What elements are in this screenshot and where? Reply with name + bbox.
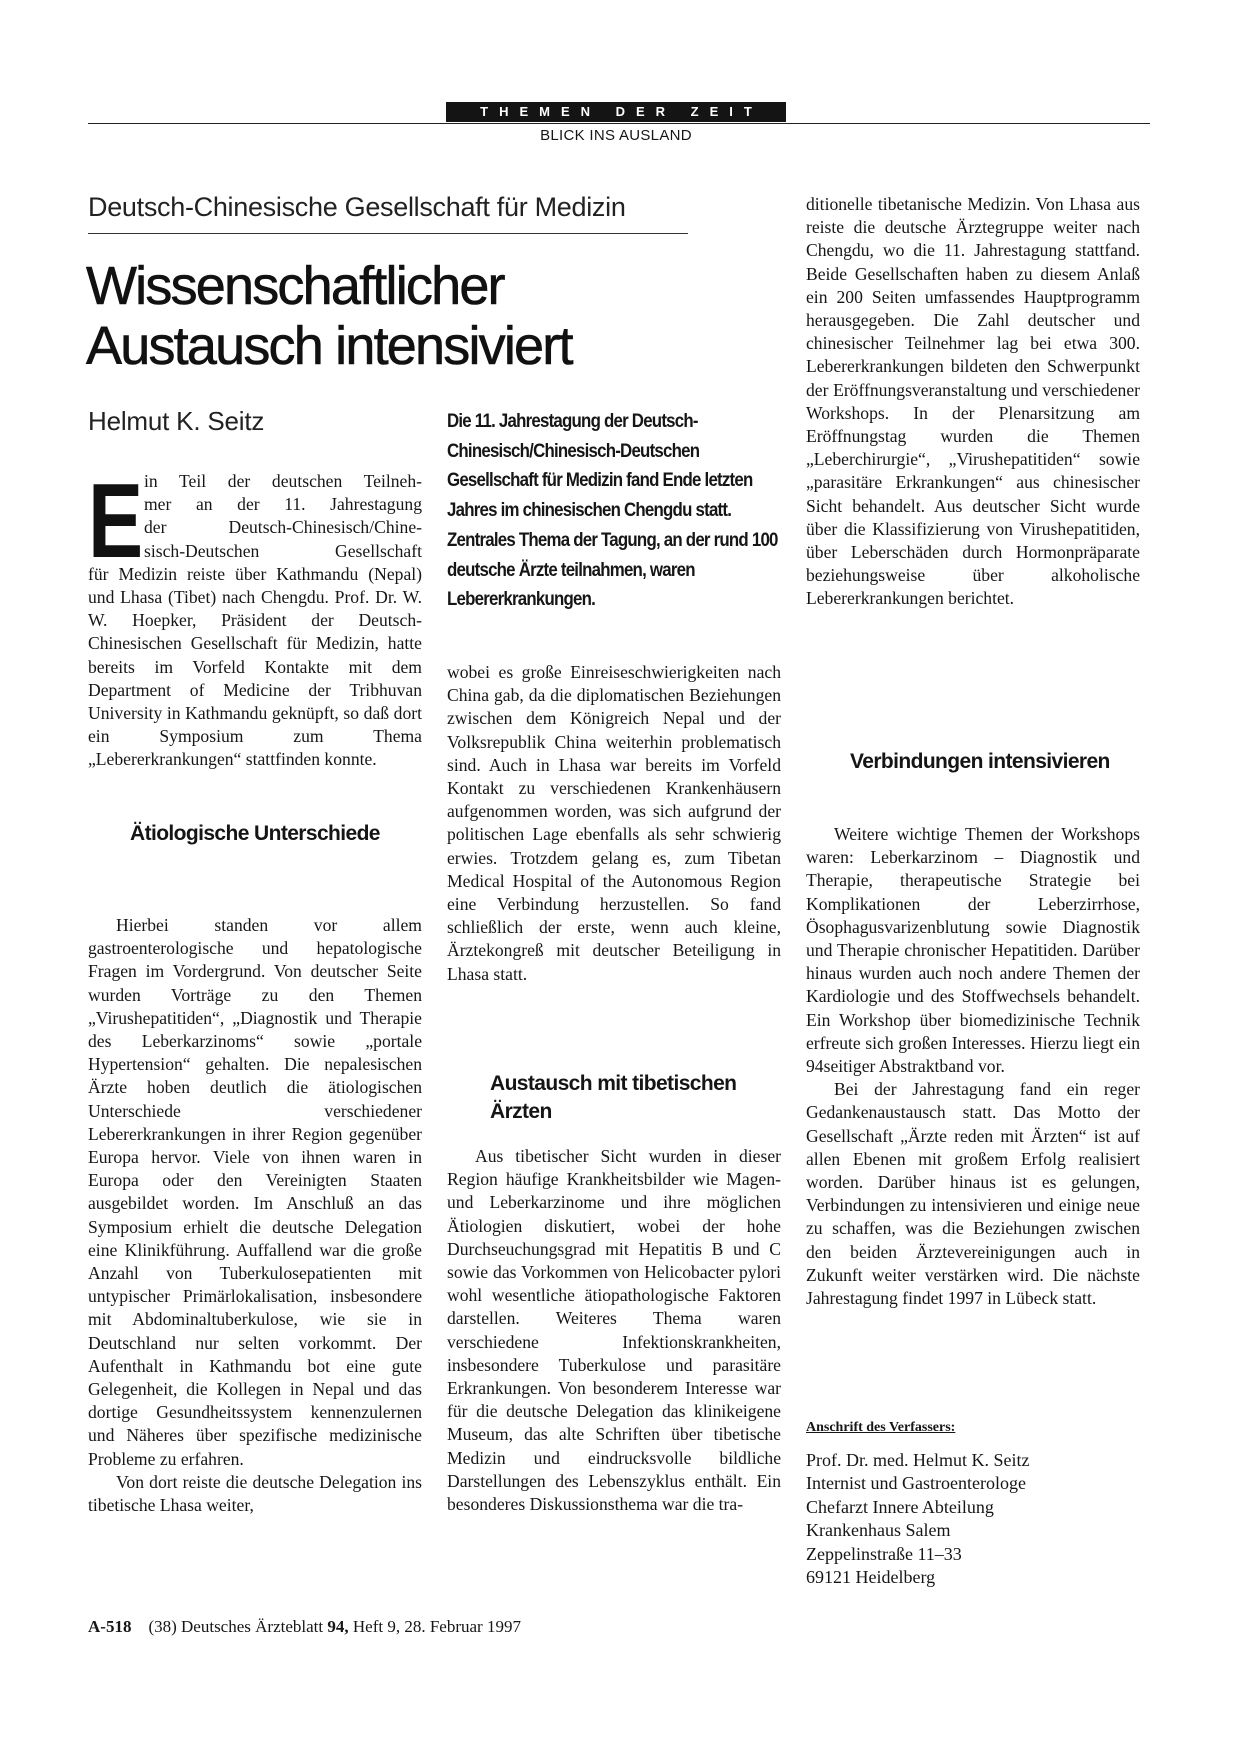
address-line: Internist und Gastroenterologe <box>806 1473 1026 1494</box>
address-label: Anschrift des Verfassers: <box>806 1420 956 1435</box>
intro-line: sisch-Deutschen Gesellschaft <box>144 540 422 561</box>
section-label: THEMEN DER ZEIT <box>446 102 786 122</box>
address-line: Krankenhaus Salem <box>806 1520 951 1541</box>
intro-paragraph <box>88 462 422 772</box>
subsection-label: BLICK INS AUSLAND <box>540 127 692 144</box>
article-kicker: Deutsch-Chinesische Gesellschaft für Medizin <box>88 192 626 222</box>
paragraph: Von dort reiste die deutsche Delegation ins tibetische Lhasa weiter, <box>88 1471 422 1516</box>
paragraph: Hierbei standen vor allem gastroenterologische und hepatologische Fragen im Vordergrund. Von deutscher Seite wurden Vorträge zu den Themen „Virushepatitiden“, „Diagnostik und Therapie des Leberkarzinoms“ sowie „portale Hypertension“ gehalten. Die nepalesischen Ärzte hoben deutlich die ätiologischen Unterschiede verschiedener Lebererkrankungen in ihrer Region gegenüber Europa hervor. Viele von ihnen waren in Europa oder den Vereinigten Staaten ausgebildet worden. Im Anschluß an das Symposium erhielt die deutsche Delegation eine Klinikführung. Auffallend war die große Anzahl von Tuberkulosepatienten mit untypischer Primärlokalisation, insbesondere mit Abdominaltuberkulose, wie sie in Deutschland nur selten vorkommt. Der Aufenthalt in Kathmandu bot eine gute Gelegenheit, die Kollegen in Nepal und das dortige Gesundheitssystem kennenzulernen und Näheres über spezifische medizinische Probleme zu erfahren. <box>88 915 422 1469</box>
drop-cap: E <box>88 462 144 580</box>
body-column-3a <box>806 193 1140 611</box>
subhead-aetiologische-unterschiede: Ätiologische Unterschiede <box>130 822 380 845</box>
address-line: Zeppelinstraße 11–33 <box>806 1543 962 1564</box>
article-teaser: Die 11. Jahrestagung der Deutsch-Chinesisch/Chinesisch-Deutschen Gesellschaft für Medizin fand Ende letzten Jahres im chinesischen Chengdu statt. Zentrales Thema der Tagung, an der rund 100 deutsche Ärzte teilnahmen, waren Lebererkrankungen. <box>447 410 778 611</box>
subhead-austausch: Austausch mit tibetischen Ärzten <box>490 1072 737 1123</box>
address-line: Chefarzt Innere Abteilung <box>806 1496 994 1517</box>
page-number: A-518 <box>88 1617 132 1636</box>
paragraph: Bei der Jahrestagung fand ein reger Gedankenaustausch statt. Das Motto der Gesellschaft „Ärzte reden mit Ärzten“ ist auf allen Ebenen mit großem Erfolg realisiert worden. Darüber hinaus ist es gelungen, Verbindungen zu intensivieren und einige neue zu schaffen, was die Beziehungen zwischen den beiden Ärztevereinigungen auch in Zukunft weiter verstärken wird. Die nächste Jahrestagung findet 1997 in Lübeck statt. <box>806 1079 1140 1309</box>
subhead-verbindungen: Verbindungen intensivieren <box>850 750 1110 773</box>
intro-line: mer an der 11. Jahrestagung <box>144 494 422 515</box>
address-line: Prof. Dr. med. Helmut K. Seitz <box>806 1450 1030 1470</box>
headline-line-2: Austausch intensiviert <box>86 316 572 376</box>
header-rule <box>88 123 1150 124</box>
article-headline <box>86 256 726 376</box>
paragraph: ditionelle tibetanische Medizin. Von Lhasa aus reiste die deutsche Ärztegruppe weiter nach Chengdu, wo die 11. Jahrestagung stattfand. Beide Gesellschaften haben zu diesem Anlaß ein 200 Seiten umfassendes Hauptprogramm herausgegeben. Die Zahl deutscher und chinesischer Teilnehmer lag bei etwa 300. Lebererkrankungen bildeten den Schwerpunkt der Eröffnungsveranstaltung und verschiedener Workshops. In der Plenarsitzung am Eröffnungstag wurden die Themen „Leberchirurgie“, „Virushepatitiden“ sowie „parasitäre Erkrankungen“ aus chinesischer Sicht behandelt. Aus deutscher Sicht wurde über die Klassifizierung von Virushepatitiden, über Leberschäden durch Hormonpräparate beziehungsweise über alkoholische Lebererkrankungen berichtet. <box>806 194 1140 609</box>
address-line: 69121 Heidelberg <box>806 1567 936 1588</box>
author-address <box>806 1449 1029 1589</box>
body-column-2b <box>447 1145 781 1516</box>
article-author: Helmut K. Seitz <box>88 406 265 436</box>
issue-suffix: Heft 9, 28. Februar 1997 <box>352 1617 521 1636</box>
issue-volume: 94, <box>327 1617 349 1636</box>
issue-prefix: (38) Deutsches Ärzteblatt <box>148 1617 324 1636</box>
body-column-3b <box>806 823 1140 1310</box>
body-column-1 <box>88 914 422 1517</box>
intro-rest: für Medizin reiste über Kathmandu (Nepal) und Lhasa (Tibet) nach Chengdu. Prof. Dr. W. W. Hoepker, Präsident der Deutsch-Chinesischen Gesellschaft für Medizin, hatte bereits im Vorfeld Kontakte mit dem Department of Medicine der Tribhuvan University in Kathmandu geknüpft, so daß dort ein Symposium zum Thema „Lebererkrankungen“ stattfinden konnte. <box>88 563 422 770</box>
kicker-rule <box>88 233 688 234</box>
paragraph: Weitere wichtige Themen der Workshops waren: Leberkarzinom – Diagnostik und Therapie, therapeutische Strategie bei Komplikationen der Leberzirrhose, Ösophagusvarizenblutung sowie Diagnostik und Therapie chronischer Hepatitiden. Darüber hinaus wurden auch noch andere Themen der Kardiologie und des Stoffwechsels behandelt. Ein Workshop über biomedizinische Technik erfreute sich großen Interesses. Hierzu liegt ein 94seitiger Abstraktband vor. <box>806 824 1140 1077</box>
page-footer <box>88 1617 521 1637</box>
headline-line-1: Wissenschaftlicher <box>86 256 504 316</box>
paragraph: wobei es große Einreiseschwierigkeiten nach China gab, da die diplomatischen Beziehungen zwischen dem Königreich Nepal und der Volksrepublik China weiterhin problematisch sind. Auch in Lhasa war bereits im Vorfeld Kontakt zu verschiedenen Krankenhäusern aufgenommen worden, was sich aufgrund der politischen Lage ebenfalls als sehr schwierig erwies. Trotzdem gelang es, zum Tibetan Medical Hospital of the Autonomous Region eine Verbindung herzustellen. So fand schließlich der erste, wenn auch kleine, Ärztekongreß mit deutscher Beteiligung in Lhasa statt. <box>447 662 781 984</box>
body-column-2a <box>447 661 781 986</box>
paragraph: Aus tibetischer Sicht wurden in dieser Region häufige Krankheitsbilder wie Magen- und Leberkarzinome und ihre möglichen Ätiologien diskutiert, wobei der hohe Durchseuchungsgrad mit Hepatitis B und C sowie das Vorkommen von Helicobacter pylori wohl wesentliche ätiopathologische Faktoren darstellen. Weiteres Thema waren verschiedene Infektionskrankheiten, insbesondere Tuberkulose und parasitäre Erkrankungen. Von besonderem Interesse war für die deutsche Delegation das klinikeigene Museum, das alte Schriften über tibetische Medizin und eindrucksvolle bildliche Darstellungen des Lebenszyklus enthält. Ein besonderes Diskussionsthema war die tra- <box>447 1146 781 1515</box>
intro-line: der Deutsch-Chinesisch/Chine- <box>144 517 422 538</box>
intro-line: in Teil der deutschen Teilneh- <box>144 471 422 491</box>
